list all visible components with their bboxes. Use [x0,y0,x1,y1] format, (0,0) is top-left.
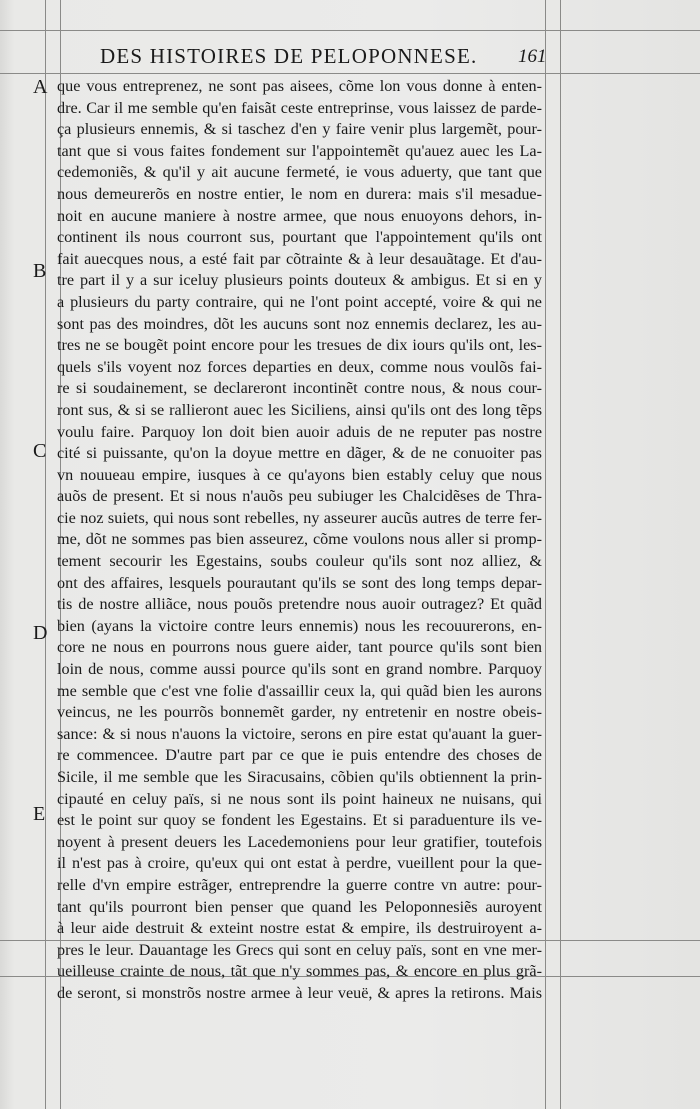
running-title: DES HISTOIRES DE PELOPONNESE. [100,44,478,68]
text-line: quels s'ils voyent noz forces departies en deux, comme nous voulõs fai- [57,357,542,376]
text-line: tres ne se bougẽt point encore pour les tresues de dix iours qu'ils ont, les- [57,336,542,355]
text-line: a plusieurs du party contraire, qui ne l'ont point accepté, voire & qui ne [57,292,542,311]
left-margin-rule [45,0,46,1109]
text-line: nous demeurerõs en nostre entier, le nom en durera: mais s'il mesadue- [57,184,542,203]
text-line: core ne nous en pourrons nous guere aider, tant pource qu'ils sont bien [57,638,542,657]
text-line: ont des affaires, lesquels pourautant qu'ils se sont des long temps depar- [57,573,542,592]
text-line: voulu faire. Parquoy lon doit bien auoir aduis de ne reputer pas nostre [57,422,542,441]
text-line: de seront, si monstrõs nostre armee à leur veuë, & apres la retirons. Mais [57,983,542,1002]
text-line: noit en aucune maniere à nostre armee, que nous enuoyons dehors, in- [57,206,542,225]
text-line: sance: & si nous n'auons la victoire, serons en pire estat qu'auant la guer- [57,724,542,743]
text-line: il n'est pas à croire, qu'eux qui ont estat à perdre, vueillent pour la que- [57,854,542,873]
text-line: sont pas des moindres, dõt les aucuns sont noz ennemis declarez, les au- [57,314,542,333]
text-line: tre part il y a sur iceluy plusieurs points douteux & ambigus. Et si en y [57,271,542,290]
text-line: cedemoniẽs, & qu'il y ait aucune fermeté, ie vous aduerty, que tant que [57,163,542,182]
inner-right-rule [545,0,546,1109]
text-line: vn nouueau empire, iusques à ce qu'ayons bien estably celuy que nous [57,465,542,484]
text-line: continent ils nous courront sus, pourtant que l'appointement qu'ils ont [57,228,542,247]
text-line: me semble que c'est vne folie d'assaillir ceux la, qui quãd bien les aurons [57,681,542,700]
text-line: relle d'vn empire estrãger, entreprendre la guerre contre vn autre: pour- [57,875,542,894]
margin-marker-e: E [33,803,46,825]
text-line: Sicile, il me semble que les Siracusains, cõbien qu'ils obtiennent la prin- [57,768,542,786]
text-line: cipauté en celuy païs, si ne nous sont ils point haineux ne nuisans, qui [57,789,542,808]
margin-marker-b: B [33,260,47,282]
text-line: fait auecques nous, a esté fait par cõtrainte & à leur desauãtage. Et d'au- [57,249,542,268]
text-line: noyent à present deuers les Lacedemoniens pour leur gratifier, toutefois [57,832,542,851]
text-line: ça plusieurs ennemis, & si taschez d'en y faire venir plus largemẽt, pour- [57,120,542,139]
text-line: à leur aide destruit & exteint nostre estat & empire, ils destruiroyent a- [57,919,542,938]
top-rule [0,30,700,31]
text-line: tement secourir les Egestains, soubs couleur qu'ils sont noz alliez, & [57,552,542,571]
header-rule [0,73,700,74]
margin-marker-a: A [33,76,48,98]
text-line: est le point sur quoy se fondent les Egestains. Et si paraduenture ils ve- [57,811,542,830]
text-line: tis de nostre alliãce, nous pouõs pretendre nous auoir outragez? Et quãd [57,595,542,614]
text-line: ront sus, & si se rallieront auec les Siciliens, ainsi qu'ils ont des long tẽps [57,400,542,419]
text-line: cité si puissante, qu'on la doyue mettre en dãger, & de ne conuoiter pas [57,444,542,463]
text-line: tant qu'ils pourront bien penser que quand les Peloponnesiẽs auroyent [57,897,542,916]
text-line: tant que si vous faites fondement sur l'appointemẽt qu'auez auec les La- [57,141,542,160]
text-line: re commencee. D'autre part par ce que ie puis entendre des choses de [57,746,542,765]
page-number: 161 [518,46,547,67]
text-line: ueilleuse crainte de nous, tãt que n'y sommes pas, & encore en plus grã- [57,962,542,981]
body-text [57,76,542,1005]
margin-marker-d: D [33,622,48,644]
text-line: pres le leur. Dauantage les Grecs qui sont en celuy païs, sont en vne mer- [57,940,542,959]
right-margin-rule [560,0,561,1109]
text-line: loin de nous, comme aussi pource qu'ils sont en grand nombre. Parquoy [57,660,542,679]
text-line: me, dõt ne sommes pas bien asseurez, cõme voulons nous aller si promp- [57,530,542,549]
text-line: que vous entreprenez, ne sont pas aisees, cõme lon vous donne à enten- [57,77,542,95]
text-line: veincus, ne les pourrõs bonnemẽt garder, ny entretenir en nostre obeis- [57,703,542,722]
text-line: bien (ayans la victoire contre leurs ennemis) nous les recouurerons, en- [57,616,542,635]
text-line: re si soudainement, se declareront incontinẽt contre nous, & nous cour- [57,379,542,398]
text-line: cie noz suiets, qui nous sont rebelles, ny asseurer aucũs autres de terre fer- [57,508,542,527]
text-line: auõs de present. Et si nous n'auõs peu subiuger les Chalcidẽses de Thra- [57,487,542,506]
margin-marker-c: C [33,440,47,462]
text-line: dre. Car il me semble qu'en faisãt ceste entreprinse, vous laissez de parde- [57,98,542,117]
